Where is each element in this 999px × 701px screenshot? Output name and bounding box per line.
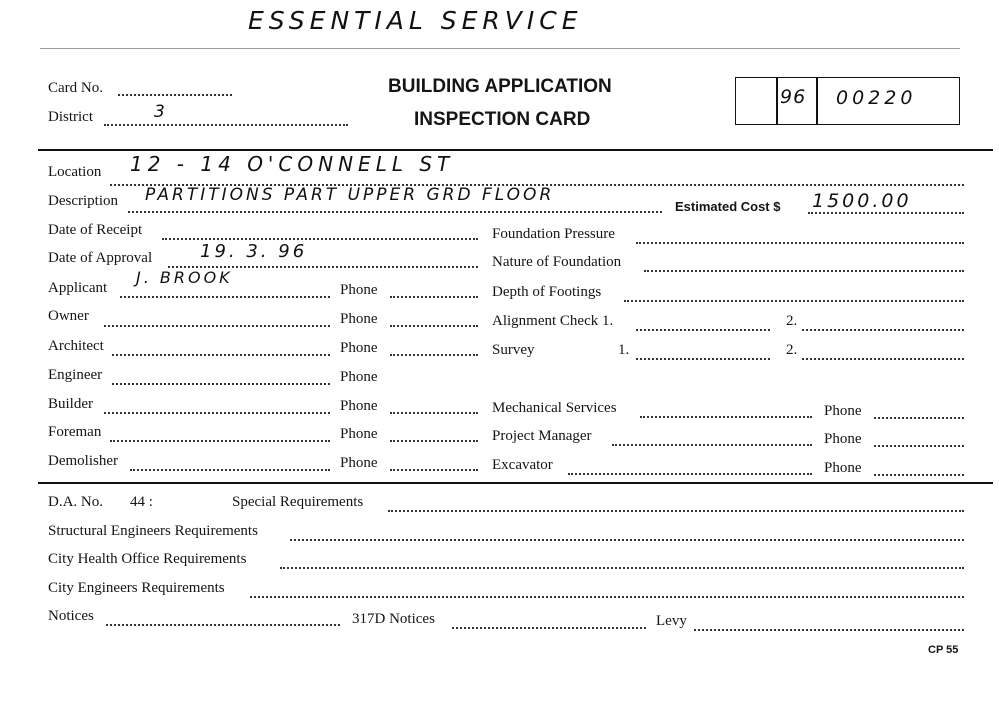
title-line-1: BUILDING APPLICATION [388, 76, 612, 97]
special-requirements-label: Special Requirements [232, 494, 364, 510]
alignment-check-label: Alignment Check 1. [492, 313, 614, 329]
notices-label: Notices [48, 608, 94, 624]
architect-phone-label: Phone [340, 340, 378, 356]
mechanical-phone-field[interactable] [874, 417, 964, 419]
description-label: Description [48, 193, 118, 209]
foundation-pressure-label: Foundation Pressure [492, 226, 615, 242]
excavator-field[interactable] [568, 473, 812, 475]
card-serial-value: 00220 [836, 87, 917, 109]
survey-2-label: 2. [786, 342, 798, 358]
demolisher-field[interactable] [130, 469, 330, 471]
nature-of-foundation-field[interactable] [644, 270, 964, 272]
city-engineers-label: City Engineers Requirements [48, 580, 225, 596]
excavator-phone-field[interactable] [874, 474, 964, 476]
builder-phone-label: Phone [340, 398, 378, 414]
city-health-label: City Health Office Requirements [48, 551, 247, 567]
special-requirements-field[interactable] [388, 510, 964, 512]
card-no-field[interactable] [118, 94, 232, 96]
depth-of-footings-label: Depth of Footings [492, 284, 602, 300]
owner-field[interactable] [104, 325, 330, 327]
estimated-cost-label: Estimated Cost $ [675, 199, 781, 214]
location-label: Location [48, 164, 102, 180]
survey-1-label: 1. [618, 342, 630, 358]
foreman-label: Foreman [48, 424, 102, 440]
card-number-box [735, 77, 960, 125]
description-field[interactable] [128, 211, 662, 213]
builder-field[interactable] [104, 412, 330, 414]
district-value: 3 [154, 102, 168, 122]
builder-label: Builder [48, 396, 93, 412]
survey-2-field[interactable] [802, 358, 964, 360]
alignment-check-2-label: 2. [786, 313, 798, 329]
depth-of-footings-field[interactable] [624, 300, 964, 302]
date-of-receipt-label: Date of Receipt [48, 222, 143, 238]
section-rule-1 [38, 149, 993, 151]
top-rule [40, 48, 960, 49]
owner-phone-label: Phone [340, 311, 378, 327]
card-no-label: Card No. [48, 80, 103, 96]
applicant-phone-label: Phone [340, 282, 378, 298]
owner-label: Owner [48, 308, 89, 324]
survey-label: Survey [492, 342, 535, 358]
excavator-phone-label: Phone [824, 460, 862, 476]
date-of-receipt-field[interactable] [162, 238, 478, 240]
mechanical-services-field[interactable] [640, 416, 812, 418]
notices-field[interactable] [106, 624, 340, 626]
location-value: 12 - 14 O'CONNELL ST [130, 152, 455, 176]
title-line-2: INSPECTION CARD [414, 109, 591, 130]
engineer-label: Engineer [48, 367, 103, 383]
da-no-label: D.A. No. [48, 494, 103, 510]
nature-of-foundation-label: Nature of Foundation [492, 254, 622, 270]
levy-field[interactable] [694, 629, 964, 631]
mechanical-phone-label: Phone [824, 403, 862, 419]
levy-label: Levy [656, 613, 687, 629]
owner-phone-field[interactable] [390, 325, 478, 327]
district-field[interactable] [104, 124, 348, 126]
foundation-pressure-field[interactable] [636, 242, 964, 244]
estimated-cost-value: 1500.00 [812, 190, 912, 212]
section-rule-2 [38, 482, 993, 484]
card-box-divider-1 [776, 78, 778, 124]
structural-engineers-field[interactable] [290, 539, 964, 541]
applicant-label: Applicant [48, 280, 108, 296]
builder-phone-field[interactable] [390, 412, 478, 414]
architect-field[interactable] [112, 354, 330, 356]
district-label: District [48, 109, 93, 125]
survey-1-field[interactable] [636, 358, 770, 360]
project-manager-phone-label: Phone [824, 431, 862, 447]
notices-317d-field[interactable] [452, 627, 646, 629]
notices-317d-label: 317D Notices [352, 611, 435, 627]
form-code: CP 55 [928, 644, 959, 656]
alignment-check-2-field[interactable] [802, 329, 964, 331]
da-no-value: 44 : [130, 494, 153, 510]
applicant-value: J. BROOK [136, 268, 233, 287]
project-manager-phone-field[interactable] [874, 445, 964, 447]
city-engineers-field[interactable] [250, 596, 964, 598]
architect-phone-field[interactable] [390, 354, 478, 356]
demolisher-phone-field[interactable] [390, 469, 478, 471]
description-value: PARTITIONS PART UPPER GRD FLOOR [145, 185, 555, 205]
excavator-label: Excavator [492, 457, 553, 473]
demolisher-label: Demolisher [48, 453, 118, 469]
applicant-field[interactable] [120, 296, 330, 298]
engineer-phone-label: Phone [340, 369, 378, 385]
project-manager-field[interactable] [612, 444, 812, 446]
demolisher-phone-label: Phone [340, 455, 378, 471]
applicant-phone-field[interactable] [390, 296, 478, 298]
mechanical-services-label: Mechanical Services [492, 400, 617, 416]
date-of-approval-label: Date of Approval [48, 250, 153, 266]
estimated-cost-field[interactable] [808, 212, 964, 214]
handwritten-header: ESSENTIAL SERVICE [248, 6, 583, 35]
architect-label: Architect [48, 338, 104, 354]
city-health-field[interactable] [280, 567, 964, 569]
card-year-value: 96 [780, 86, 807, 108]
project-manager-label: Project Manager [492, 428, 592, 444]
card-box-divider-2 [816, 78, 818, 124]
foreman-field[interactable] [110, 440, 330, 442]
foreman-phone-field[interactable] [390, 440, 478, 442]
engineer-field[interactable] [112, 383, 330, 385]
structural-engineers-label: Structural Engineers Requirements [48, 523, 258, 539]
date-of-approval-value: 19. 3. 96 [200, 241, 308, 262]
foreman-phone-label: Phone [340, 426, 378, 442]
alignment-check-1-field[interactable] [636, 329, 770, 331]
